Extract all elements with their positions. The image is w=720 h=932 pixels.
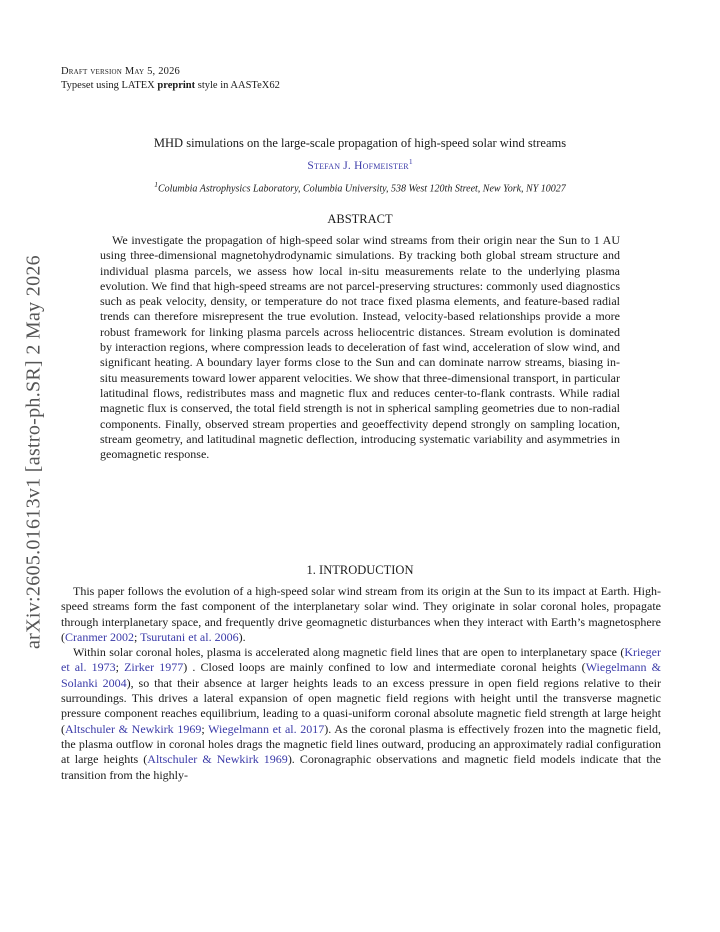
paper-title: MHD simulations on the large-scale propagation of high-speed solar wind streams: [153, 136, 567, 150]
draft-version-line: Draft version May 5, 2026: [61, 66, 180, 77]
abstract-text: We investigate the propagation of high-speed solar wind streams from their origin near the Sun to 1 AU using three-dimensional magnetohydrodynamic simulations. By tracking both global stream structure and individual plasma parcels, we assess how local in-situ measurements relate to the underlying plasma evolution. We find that high-speed streams are not parcel-preserving structures: commonly used diagnostics such as peak velocity, density, or temperature do not trace fixed plasma elements, and feature-based radial trends can therefore misrepresent the true evolution. Instead, velocity-based relationships provide a more robust framework for linking plasma parcels across heliocentric distances. Stream evolution is dominated by interaction regions, where compression leads to deceleration of fast wind, acceleration of slow wind, and significant heating. A boundary layer forms close to the Sun and can dominate narrow streams, biasing in-situ measurements toward lower apparent velocities. We show that three-dimensional transport, in particular latitudinal flows, redistributes mass and magnetic flux and reduces center-to-flank contrasts. While radial magnetic flux is conserved, the total field strength is not in spherical sampling geometries due to non-radial components. Finally, observed stream properties and geoeffectivity depend strongly on sampling location, stream geometry, and latitudinal magnetic deflection, introducing systematic variability and asymmetries in geomagnetic response.: [100, 233, 620, 462]
affiliation-line: [0, 180, 720, 194]
citation-link[interactable]: Krieger et al. 1973: [61, 645, 661, 675]
citation-link[interactable]: Altschuler & Newkirk 1969: [65, 721, 202, 736]
introduction-body: [61, 584, 661, 783]
author-name[interactable]: Stefan J. Hofmeister: [307, 159, 409, 172]
arxiv-stamp: arXiv:2605.01613v1 [astro-ph.SR] 2 May 2026: [22, 255, 45, 649]
paragraph-1: This paper follows the evolution of a high-speed solar wind stream from its origin at the Sun to its impact at Earth. High-speed streams form the fast component of the interplanetary solar wind. They originate in solar coronal holes, propagate through interplanetary space, and frequently drive geomagnetic disturbances when they interact with Earth’s magnetosphere (Cranmer 2002; Tsurutani et al. 2006).: [61, 584, 661, 644]
running-header: [61, 65, 280, 93]
affiliation-text: Columbia Astrophysics Laboratory, Columbia University, 538 West 120th Street, New York, NY 10027: [157, 183, 566, 195]
citation-link[interactable]: Cranmer 2002: [65, 629, 134, 644]
typeset-style-name: preprint: [157, 80, 196, 91]
affiliation-mark: 1: [154, 180, 158, 189]
author-line: [0, 157, 720, 172]
author-affiliation-mark: 1: [408, 157, 413, 166]
latex-logo: LATEX: [121, 80, 155, 91]
abstract-heading: ABSTRACT: [327, 212, 393, 226]
citation-link[interactable]: Altschuler & Newkirk 1969: [147, 752, 288, 767]
paragraph-2: Within solar coronal holes, plasma is accelerated along magnetic field lines that are open to interplanetary space (Krieger et al. 1973; Zirker 1977) . Closed loops are mainly confined to low and intermediate coronal heights (Wiegelmann & Solanki 2004), so that their absence at larger heights leads to an excess pressure in open field regions relative to their surroundings. This drives a lateral expansion of open magnetic field regions with height until the transverse magnetic pressure component reaches equilibrium, leading to a quasi-uniform coronal absolute magnetic field strength at large height (Altschuler & Newkirk 1969; Wiegelmann et al. 2017). As the coronal plasma is effectively frozen into the magnetic field, the plasma outflow in coronal holes drags the magnetic field lines outward, producing an approximately radial configuration at large heights (Altschuler & Newkirk 1969). Coronagraphic observations and magnetic field models indicate that the transition from the highly-: [61, 645, 662, 782]
citation-link[interactable]: Zirker 1977: [124, 660, 184, 675]
typeset-line: Typeset using LATEX preprint style in AASTeX62: [61, 80, 280, 91]
section-heading-introduction: 1. INTRODUCTION: [306, 563, 414, 577]
citation-link[interactable]: Wiegelmann et al. 2017: [208, 721, 325, 736]
citation-link[interactable]: Tsurutani et al. 2006: [140, 629, 239, 644]
citation-link[interactable]: Wiegelmann & Solanki 2004: [61, 660, 661, 690]
